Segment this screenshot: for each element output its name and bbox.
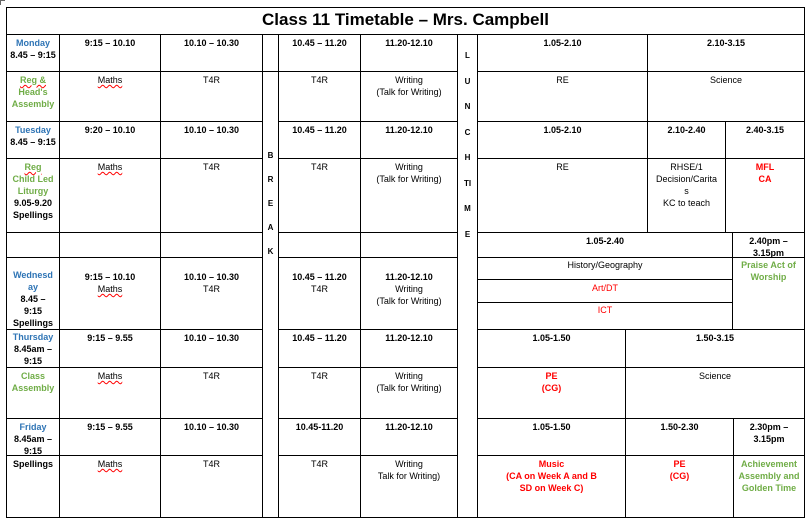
tuesday-day-cell (6, 121, 60, 159)
thursday-maths (59, 367, 161, 419)
thursday-reg-cell (6, 367, 60, 419)
monday-day-cell (6, 34, 60, 72)
thursday-pe-1: PE (545, 371, 558, 381)
friday-pe (625, 455, 734, 518)
extra-end-slot: 2.40pm – 3.15pm (732, 232, 805, 258)
monday-time: 8.45 – 9:15 (10, 50, 56, 60)
monday-slot-1: 9:15 – 10.10 (59, 34, 161, 72)
tuesday-spellings: Spellings (12, 210, 53, 220)
tuesday-rhse-2: Decision/Carita (655, 174, 718, 184)
wednesday-history: History/Geography (477, 257, 733, 280)
monday-reg-2: Head's (18, 87, 48, 97)
friday-day: Friday (19, 422, 47, 432)
thursday-time: 8.45am – 9:15 (13, 344, 53, 366)
wednesday-artdt: Art/DT (477, 279, 733, 303)
friday-writing-2: Talk for Writing) (377, 471, 441, 481)
thursday-slot-6: 1.50-3.15 (625, 329, 805, 368)
friday-time: 8.45am – 9:15 (13, 434, 53, 456)
friday-slot-2: 10.10 – 10.30 (160, 418, 263, 456)
thursday-slot-5: 1.05-1.50 (477, 329, 626, 368)
tuesday-slot-6: 2.10-2.40 (647, 121, 726, 159)
friday-slot-4: 11.20-12.10 (360, 418, 458, 456)
wednesday-writing-1: Writing (395, 284, 423, 294)
tuesday-slot-4: 11.20-12.10 (360, 121, 458, 159)
monday-writing-2: (Talk for Writing) (376, 87, 442, 97)
wednesday-slot-2: 10.10 – 10.30 (183, 272, 240, 282)
tuesday-t4r-1: T4R (160, 158, 263, 233)
thursday-writing (360, 367, 458, 419)
friday-t4r-1: T4R (160, 455, 263, 518)
monday-reg-3: Assembly (11, 99, 55, 109)
friday-writing-1: Writing (395, 459, 423, 469)
monday-slot-3: 10.45 – 11.20 (278, 34, 361, 72)
extra-blank-4 (278, 232, 361, 258)
friday-achievement-3: Golden Time (741, 483, 797, 493)
thursday-slot-3: 10.45 – 11.20 (278, 329, 361, 368)
wednesday-time: 8.45 – 9:15 (20, 294, 46, 316)
monday-t4r-2: T4R (278, 71, 361, 122)
extra-blank-1 (6, 232, 60, 258)
tuesday-t4r-2: T4R (278, 158, 361, 233)
friday-music-1: Music (538, 459, 565, 469)
wednesday-t4r-1: T4R (202, 284, 220, 294)
tuesday-slot-3: 10.45 – 11.20 (278, 121, 361, 159)
friday-day-cell (6, 418, 60, 456)
friday-pe-1: PE (673, 459, 686, 469)
friday-slot-6: 1.50-2.30 (625, 418, 734, 456)
monday-science: Science (647, 71, 805, 122)
tuesday-reg-cell (6, 158, 60, 233)
break-column-top (262, 34, 279, 72)
monday-slot-2: 10.10 – 10.30 (160, 34, 263, 72)
tuesday-time: 8.45 – 9:15 (10, 137, 56, 147)
friday-achievement (733, 455, 805, 518)
monday-maths-label: Maths (97, 75, 123, 85)
thursday-slot-4: 11.20-12.10 (360, 329, 458, 368)
extra-slot: 1.05-2.40 (477, 232, 733, 258)
monday-t4r-1: T4R (160, 71, 263, 122)
thursday-t4r-1: T4R (160, 367, 263, 419)
thursday-maths-label: Maths (97, 371, 123, 381)
thursday-pe-2: (CG) (541, 383, 562, 393)
thursday-writing-1: Writing (395, 371, 423, 381)
friday-slot-7: 2.30pm – 3.15pm (733, 418, 805, 456)
tuesday-slot-1: 9:20 – 10.10 (59, 121, 161, 159)
tuesday-rhse-3: s (684, 186, 689, 196)
tuesday-reg-3: Liturgy (17, 186, 49, 196)
tuesday-mfl-2: CA (758, 174, 772, 184)
tuesday-writing (360, 158, 458, 233)
monday-maths (59, 71, 161, 122)
thursday-slot-1: 9:15 – 9.55 (59, 329, 161, 368)
friday-slot-5: 1.05-1.50 (477, 418, 626, 456)
thursday-slot-2: 10.10 – 10.30 (160, 329, 263, 368)
tuesday-rhse (647, 158, 726, 233)
wednesday-worship: Praise Act of Worship (732, 257, 805, 330)
tuesday-spellings-time: 9.05-9.20 (13, 198, 53, 208)
tuesday-maths-label: Maths (97, 162, 123, 172)
monday-writing (360, 71, 458, 122)
wednesday-slot-4: 11.20-12.10 (385, 272, 433, 282)
break-label: BREAK (267, 151, 274, 256)
thursday-pe (477, 367, 626, 419)
lunch-column (457, 34, 478, 518)
thursday-science: Science (625, 367, 805, 419)
extra-blank-2 (59, 232, 161, 258)
friday-slot-1: 9:15 – 9.55 (59, 418, 161, 456)
tuesday-rhse-4: KC to teach (662, 198, 711, 208)
tuesday-re: RE (477, 158, 648, 233)
wednesday-t4r-2: T4R (310, 284, 328, 294)
friday-maths-label: Maths (97, 459, 123, 469)
wednesday-maths: Maths (97, 284, 123, 294)
tuesday-reg-2: Child Led (12, 174, 54, 184)
wednesday-maths-cell (59, 257, 161, 330)
wednesday-slot-3: 10.45 – 11.20 (292, 272, 347, 282)
lunch-label: LUNCHTIME (463, 51, 472, 239)
extra-blank-5 (360, 232, 458, 258)
thursday-reg-1: Class (20, 371, 46, 381)
tuesday-mfl (725, 158, 805, 233)
tuesday-day: Tuesday (15, 125, 51, 135)
friday-pe-2: (CG) (669, 471, 690, 481)
monday-reg-1: Reg & (19, 75, 46, 85)
monday-re: RE (477, 71, 648, 122)
page-corner-mark (0, 0, 5, 5)
wednesday-day-cell (6, 257, 60, 330)
thursday-day-cell (6, 329, 60, 368)
wednesday-day: Wednesday (13, 270, 53, 292)
tuesday-slot-2: 10.10 – 10.30 (160, 121, 263, 159)
wednesday-ict: ICT (477, 302, 733, 330)
monday-writing-1: Writing (395, 75, 423, 85)
tuesday-rhse-1: RHSE/1 (670, 162, 703, 172)
monday-reg-cell (6, 71, 60, 122)
friday-spellings: Spellings (6, 455, 60, 518)
friday-music (477, 455, 626, 518)
monday-day: Monday (15, 38, 50, 48)
friday-t4r-2: T4R (278, 455, 361, 518)
friday-music-3: SD on Week C) (519, 483, 584, 493)
break-column (262, 71, 279, 518)
friday-writing (360, 455, 458, 518)
wednesday-slot-1: 9:15 – 10.10 (84, 272, 136, 282)
monday-slot-5: 1.05-2.10 (477, 34, 648, 72)
extra-blank-3 (160, 232, 263, 258)
thursday-t4r-2: T4R (278, 367, 361, 419)
wednesday-t4r-cell-2 (278, 257, 361, 330)
thursday-day: Thursday (12, 332, 54, 342)
tuesday-slot-7: 2.40-3.15 (725, 121, 805, 159)
tuesday-reg-1: Reg (24, 162, 42, 172)
friday-music-2: (CA on Week A and B (506, 471, 597, 481)
tuesday-writing-1: Writing (395, 162, 423, 172)
monday-slot-6: 2.10-3.15 (647, 34, 805, 72)
friday-maths (59, 455, 161, 518)
friday-achievement-1: Achievement (740, 459, 798, 469)
tuesday-writing-2: (Talk for Writing) (376, 174, 442, 184)
tuesday-mfl-1: MFL (755, 162, 775, 172)
page-title: Class 11 Timetable – Mrs. Campbell (6, 7, 805, 35)
wednesday-t4r-cell-1 (160, 257, 263, 330)
friday-achievement-2: Assembly and (738, 471, 800, 481)
wednesday-spellings: Spellings (12, 318, 53, 328)
tuesday-maths (59, 158, 161, 233)
wednesday-writing-2: (Talk for Writing) (376, 296, 442, 306)
thursday-reg-2: Assembly (11, 383, 55, 393)
wednesday-writing-cell (360, 257, 458, 330)
thursday-writing-2: (Talk for Writing) (376, 383, 442, 393)
tuesday-slot-5: 1.05-2.10 (477, 121, 648, 159)
friday-slot-3: 10.45-11.20 (278, 418, 361, 456)
monday-slot-4: 11.20-12.10 (360, 34, 458, 72)
